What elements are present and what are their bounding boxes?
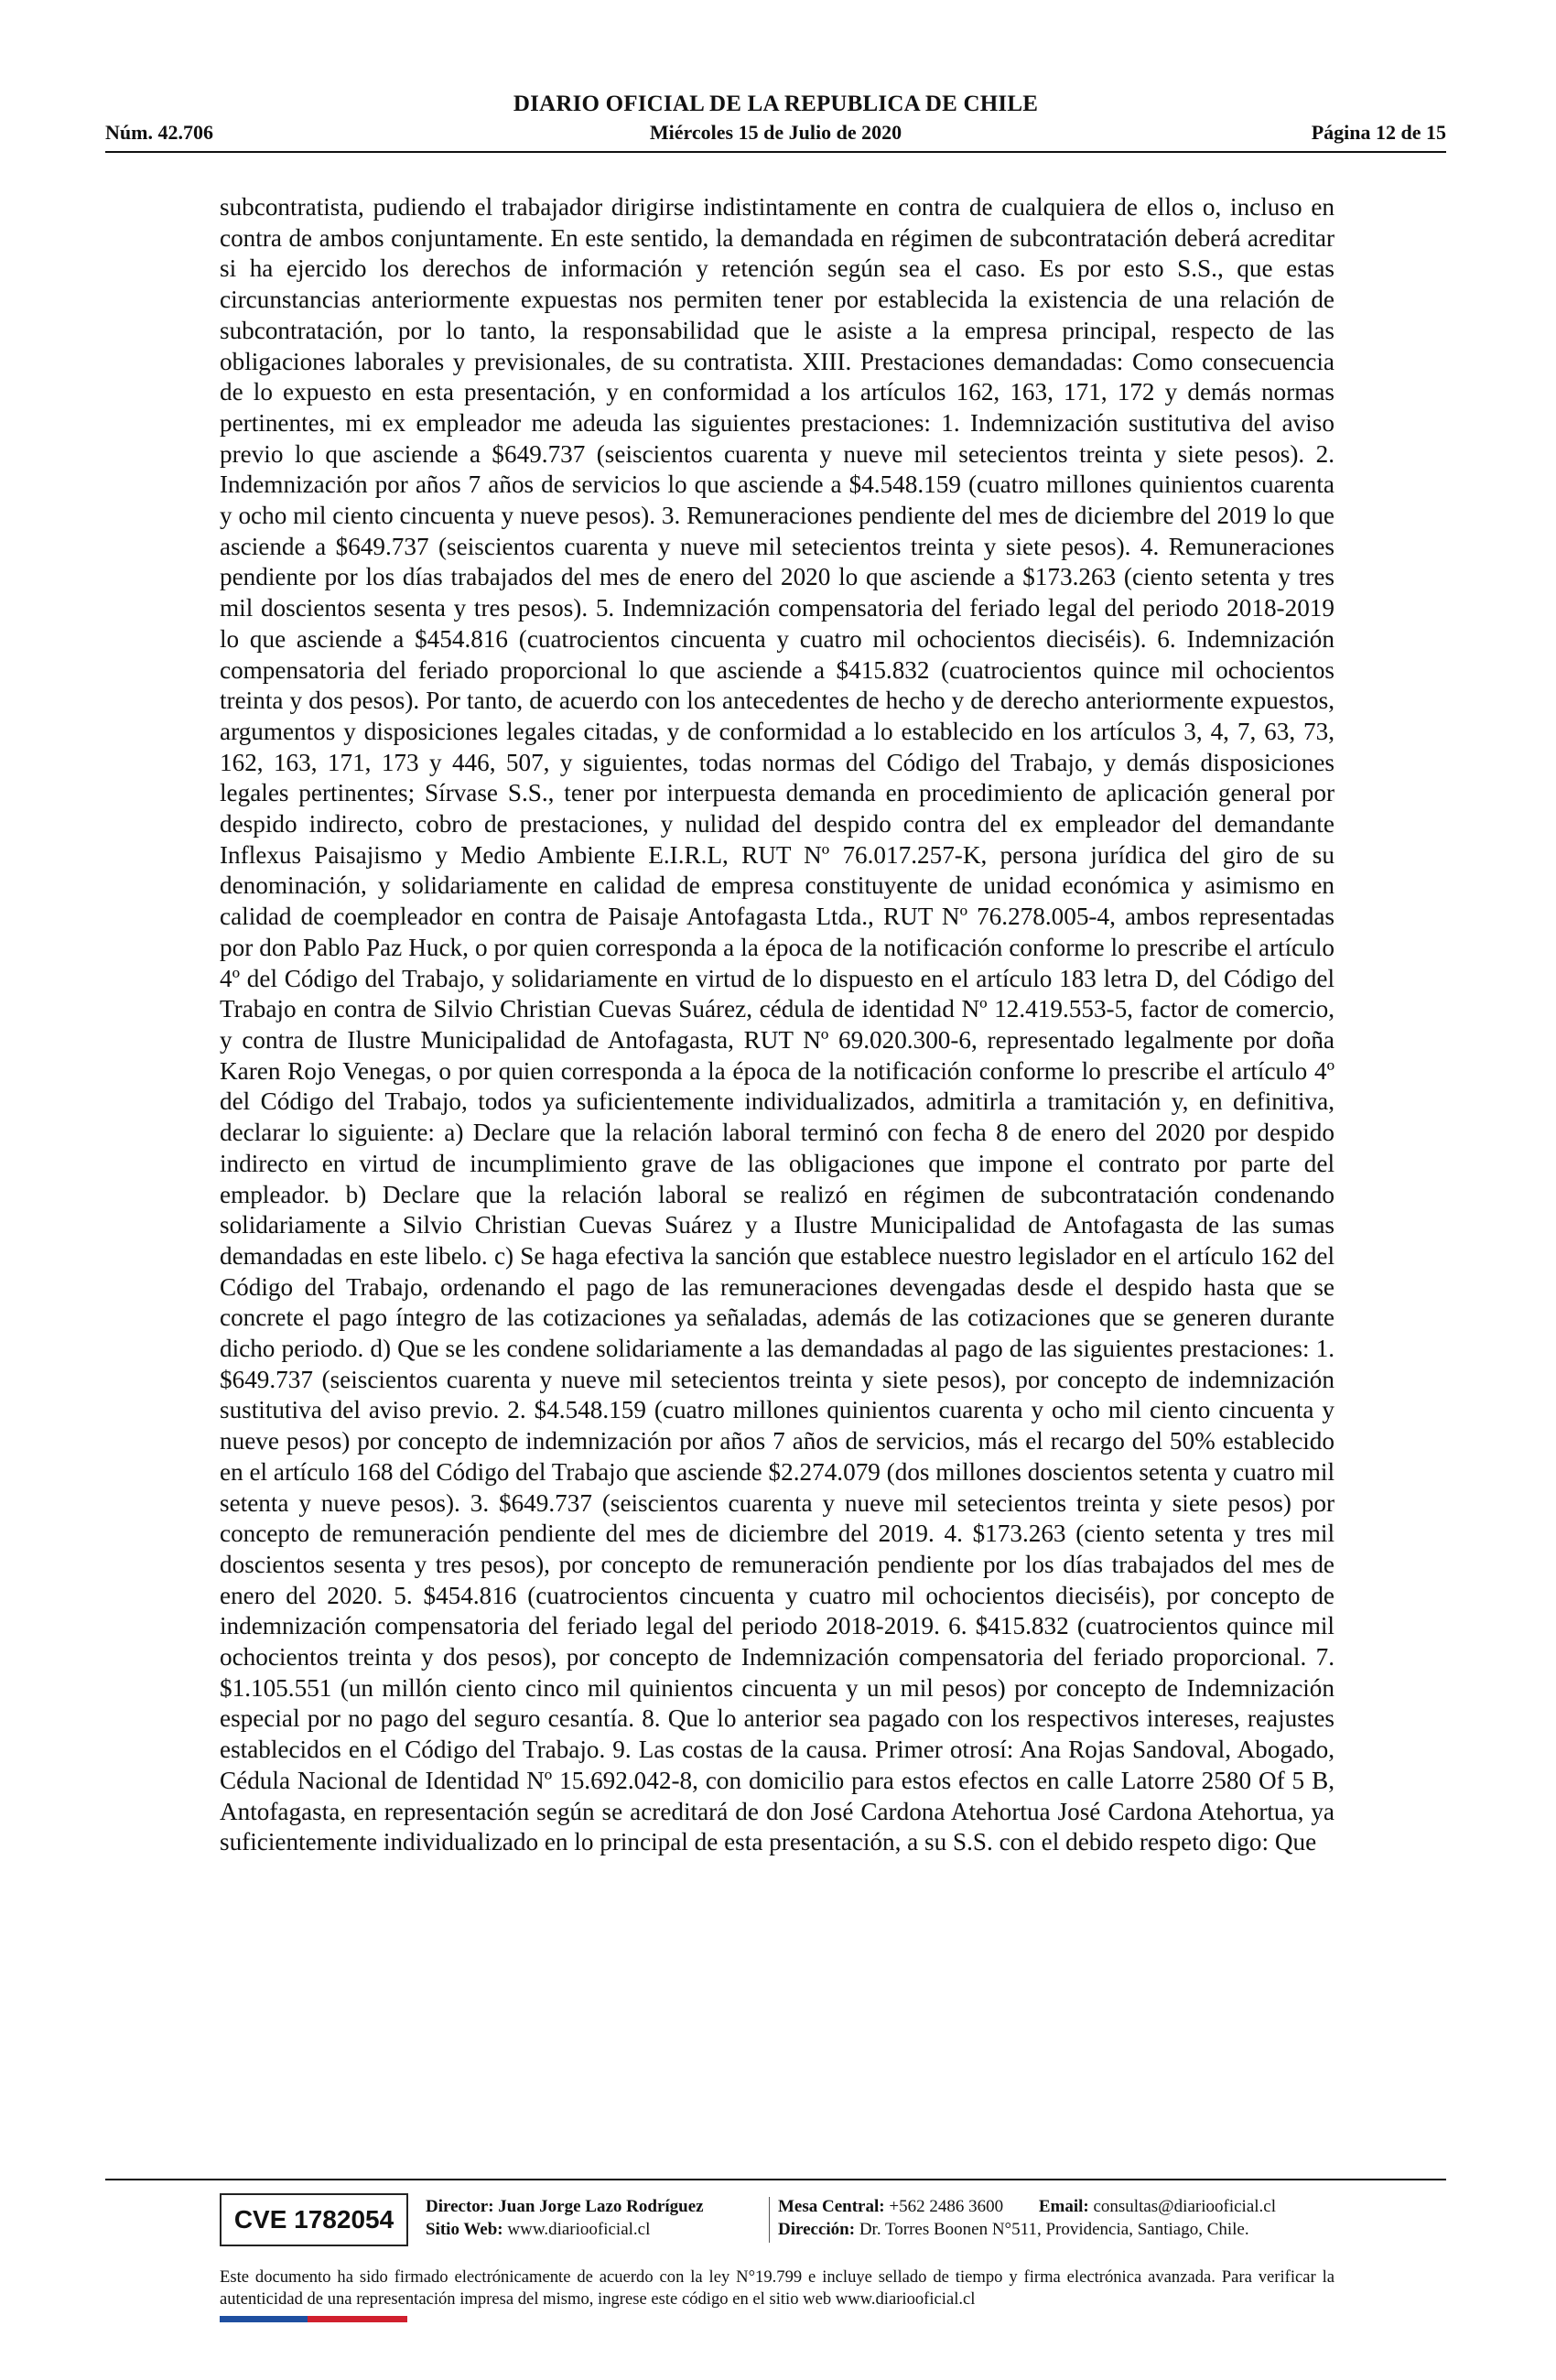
flag-blue-bar — [220, 2316, 308, 2322]
director-name: Juan Jorge Lazo Rodríguez — [498, 2197, 704, 2216]
phone-label: Mesa Central: — [778, 2197, 885, 2216]
footer-address-line — [778, 2218, 1345, 2241]
publication-title: DIARIO OFICIAL DE LA REPUBLICA DE CHILE — [513, 92, 1039, 116]
site-link[interactable]: www.diariooficial.cl — [507, 2220, 651, 2239]
cve-code: CVE 1782054 — [220, 2193, 408, 2246]
page-number: Página 12 de 15 — [1311, 121, 1446, 144]
signature-notice: Este documento ha sido firmado electrónicamente de acuerdo con la ley N°19.799 e incluye sellado de tiempo y firma electrónica avanzada. Para verificar la autenticidad de una representación impresa del mismo, ingrese este código en el sitio web www.diariooficial.cl — [220, 2267, 1334, 2309]
issue-number: Núm. 42.706 — [105, 121, 213, 144]
director-label: Director: — [426, 2197, 494, 2216]
footer-contact-block — [778, 2195, 1345, 2241]
footer-contact-line — [778, 2195, 1345, 2218]
address-text: Dr. Torres Boonen N°511, Providencia, Santiago, Chile. — [859, 2220, 1249, 2239]
footer-rule — [105, 2179, 1446, 2180]
body-paragraph: subcontratista, pudiendo el trabajador dirigirse indistintamente en contra de cualquiera de ellos o, incluso en contra de ambos conjuntamente. En este sentido, la demandada en régimen de subcontratación deberá acreditar si ha ejercido los derechos de información y retención según sea el caso. Es por esto S.S., que estas circunstancias anteriormente expuestas nos permiten tener por establecida la existencia de una relación de subcontratación, por lo tanto, la responsabilidad que le asiste a la empresa principal, respecto de las obligaciones laborales y previsionales, de su contratista. XIII. Prestaciones demandadas: Como consecuencia de lo expuesto en esta presentación, y en conformidad a los artículos 162, 163, 171, 172 y demás normas pertinentes, mi ex empleador me adeuda las siguientes prestaciones: 1. Indemnización sustitutiva del aviso previo lo que asciende a $649.737 (seiscientos cuarenta y nueve mil setecientos treinta y siete pesos). 2. Indemnización por años 7 años de servicios lo que asciende a $4.548.159 (cuatro millones quinientos cuarenta y ocho mil ciento cincuenta y nueve pesos). 3. Remuneraciones pendiente del mes de diciembre del 2019 lo que asciende a $649.737 (seiscientos cuarenta y nueve mil setecientos treinta y siete pesos). 4. Remuneraciones pendiente por los días trabajados del mes de enero del 2020 lo que asciende a $173.263 (ciento setenta y tres mil doscientos sesenta y tres pesos). 5. Indemnización compensatoria del feriado legal del periodo 2018-2019 lo que asciende a $454.816 (cuatrocientos cincuenta y cuatro mil ochocientos dieciséis). 6. Indemnización compensatoria del feriado proporcional lo que asciende a $415.832 (cuatrocientos quince mil ochocientos treinta y dos pesos). Por tanto, de acuerdo con los antecedentes de hecho y de derecho anteriormente expuestos, argumentos y disposiciones legales citadas, y de conformidad a lo establecido en los artículos 3, 4, 7, 63, 73, 162, 163, 171, 173 y 446, 507, y siguientes, todas normas del Código del Trabajo, y demás disposiciones legales pertinentes; Sírvase S.S., tener por interpuesta demanda en procedimiento de aplicación general por despido indirecto, cobro de prestaciones, y nulidad del despido contra del ex empleador del demandante Inflexus Paisajismo y Medio Ambiente E.I.R.L, RUT Nº 76.017.257-K, persona jurídica del giro de su denominación, y solidariamente en calidad de empresa constituyente de unidad económica y asimismo en calidad de coempleador en contra de Paisaje Antofagasta Ltda., RUT Nº 76.278.005-4, ambos representadas por don Pablo Paz Huck, o por quien corresponda a la época de la notificación conforme lo prescribe el artículo 4º del Código del Trabajo, y solidariamente en virtud de lo dispuesto en el artículo 183 letra D, del Código del Trabajo en contra de Silvio Christian Cuevas Suárez, cédula de identidad Nº 12.419.553-5, factor de comercio, y contra de Ilustre Municipalidad de Antofagasta, RUT Nº 69.020.300-6, representado legalmente por doña Karen Rojo Venegas, o por quien corresponda a la época de la notificación conforme lo prescribe el artículo 4º del Código del Trabajo, todos ya suficientemente individualizados, admitirla a tramitación y, en definitiva, declarar lo siguiente: a) Declare que la relación laboral terminó con fecha 8 de enero del 2020 por despido indirecto en virtud de incumplimiento grave de las obligaciones que impone el contrato por parte del empleador. b) Declare que la relación laboral se realizó en régimen de subcontratación condenando solidariamente a Silvio Christian Cuevas Suárez y a Ilustre Municipalidad de Antofagasta de las sumas demandadas en este libelo. c) Se haga efectiva la sanción que establece nuestro legislador en el artículo 162 del Código del Trabajo, ordenando el pago de las remuneraciones devengadas desde el despido hasta que se concrete el pago íntegro de las cotizaciones ya señaladas, además de las cotizaciones que se generen durante dicho periodo. d) Que se les condene solidariamente a las demandadas al pago de las siguientes prestaciones: 1. $649.737 (seiscientos cuarenta y nueve mil setecientos treinta y siete pesos), por concepto de indemnización sustitutiva del aviso previo. 2. $4.548.159 (cuatro millones quinientos cuarenta y ocho mil ciento cincuenta y nueve pesos) por concepto de indemnización por años 7 años de servicios, más el recargo del 50% establecido en el artículo 168 del Código del Trabajo que asciende $2.274.079 (dos millones doscientos setenta y cuatro mil setenta y nueve pesos). 3. $649.737 (seiscientos cuarenta y nueve mil setecientos treinta y siete pesos) por concepto de remuneración pendiente del mes de diciembre del 2019. 4. $173.263 (ciento setenta y tres mil doscientos sesenta y tres pesos), por concepto de remuneración pendiente por los días trabajados del mes de enero del 2020. 5. $454.816 (cuatrocientos cincuenta y cuatro mil ochocientos dieciséis), por concepto de indemnización compensatoria del feriado legal del periodo 2018-2019. 6. $415.832 (cuatrocientos quince mil ochocientos treinta y dos pesos), por concepto de Indemnización compensatoria del feriado proporcional. 7. $1.105.551 (un millón ciento cinco mil quinientos cincuenta y un mil pesos) por concepto de Indemnización especial por no pago del seguro cesantía. 8. Que lo anterior sea pagado con los respectivos intereses, reajustes establecidos en el Código del Trabajo. 9. Las costas de la causa. Primer otrosí: Ana Rojas Sandoval, Abogado, Cédula Nacional de Identidad Nº 15.692.042-8, con domicilio para estos efectos en calle Latorre 2580 Of 5 B, Antofagasta, en representación según se acreditará de don José Cardona Atehortua José Cardona Atehortua, ya suficientemente individualizado en lo principal de esta presentación, a su S.S. con el debido respeto digo: Que — [220, 193, 1334, 1856]
chile-flag-stripe — [220, 2316, 407, 2322]
document-body — [220, 192, 1334, 1858]
site-label: Sitio Web: — [426, 2220, 503, 2239]
issue-date: Miércoles 15 de Julio de 2020 — [649, 121, 902, 144]
address-label: Dirección: — [778, 2220, 856, 2239]
header-rule — [105, 151, 1446, 153]
footer-divider — [769, 2197, 770, 2243]
email-address[interactable]: consultas@diariooficial.cl — [1093, 2197, 1276, 2216]
flag-red-bar — [308, 2316, 407, 2322]
email-label: Email: — [1038, 2197, 1089, 2216]
phone-number: +562 2486 3600 — [889, 2197, 1004, 2216]
page-header — [105, 92, 1446, 148]
